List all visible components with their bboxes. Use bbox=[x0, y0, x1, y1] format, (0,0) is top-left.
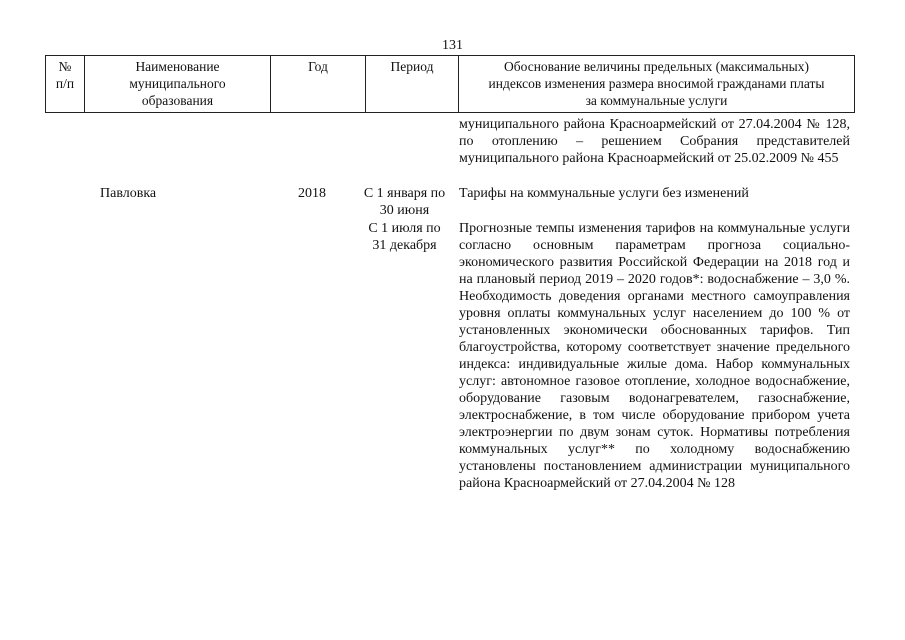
header-justification-line-2: индексов изменения размера вносимой гражданами платы bbox=[488, 76, 825, 91]
row-year: 2018 bbox=[298, 186, 326, 201]
period-second-half: С 1 июля по 31 декабря bbox=[368, 221, 441, 253]
header-year-line-1: Год bbox=[308, 59, 328, 74]
header-name-line-3: образования bbox=[141, 93, 214, 108]
header-justification-line-3: за коммунальные услуги bbox=[585, 93, 728, 108]
header-name-line-1: Наименование bbox=[135, 59, 220, 74]
header-cell-year bbox=[271, 56, 366, 112]
page-number: 131 bbox=[442, 38, 463, 53]
header-cell-name bbox=[85, 56, 271, 112]
justification-first-half: Тарифы на коммунальные услуги без изменений bbox=[459, 186, 749, 201]
header-number-line-2: п/п bbox=[55, 76, 75, 91]
period-first-half: С 1 января по 30 июня bbox=[363, 186, 446, 218]
header-justification-line-1: Обоснование величины предельных (максимальных) bbox=[504, 59, 809, 74]
header-cell-number bbox=[46, 56, 85, 112]
municipality-name: Павловка bbox=[100, 186, 157, 201]
header-name-line-2: муниципального bbox=[129, 76, 226, 91]
header-number-line-1: № bbox=[58, 59, 72, 74]
header-cell-period bbox=[366, 56, 459, 112]
header-period-line-1: Период bbox=[390, 59, 434, 74]
table-header bbox=[45, 55, 855, 113]
continuation-text: муниципального района Красноармейский от 27.04.2004 № 128, по отоплению – решением Собрания представителей муниципального района Красноармейский от 25.02.2009 № 455 bbox=[459, 117, 850, 166]
header-cell-justification bbox=[459, 56, 854, 112]
justification-second-half: Прогнозные темпы изменения тарифов на коммунальные услуги согласно основным параметрам прогноза социально-экономического развития Российской Федерации на 2018 год и на плановый период 2019 – 2020 годов*: водоснабжение – 3,0 %. Необходимость доведения органами местного самоуправления уровня оплаты коммунальных услуг населением до 100 % от установленных экономически обоснованных тарифов. Тип благоустройства, которому соответствует значение предельного индекса: индивидуальные жилые дома. Набор коммунальных услуг: автономное газовое отопление, холодное водоснабжение, оборудование газовым водонагревателем, газоснабжение, электроснабжение, в том числе оборудование прибором учета электроэнергии по двум зонам суток. Нормативы потребления коммунальных услуг** по холодному водоснабжению установлены постановлением администрации муниципального района Красноармейский от 27.04.2004 № 128 bbox=[459, 221, 850, 491]
